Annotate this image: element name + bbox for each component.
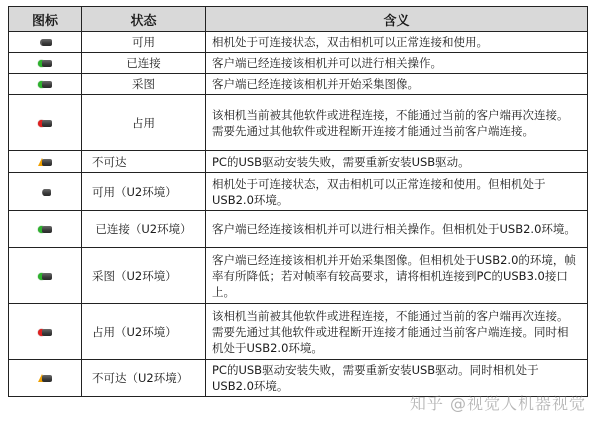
camera-grabbing-u2-icon: [38, 272, 52, 281]
icon-cell: [9, 360, 82, 397]
status-cell: 采图: [82, 74, 206, 95]
meaning-cell: 该相机当前被其他软件或进程连接，不能通过当前的客户端再次连接。需要先通过其他软件或进程断开连接才能通过当前客户端连接。同时相机处于USB2.0环境。: [206, 304, 588, 360]
status-legend-table: [8, 6, 588, 397]
icon-cell: [9, 173, 82, 211]
camera-unreachable-u2-icon: [38, 374, 52, 383]
icon-cell: [9, 53, 82, 74]
icon-cell: [9, 248, 82, 304]
camera-grabbing-icon: [38, 80, 52, 89]
camera-occupied-icon: [38, 119, 52, 128]
table-row: [9, 248, 588, 304]
table-row: [9, 151, 588, 173]
meaning-cell: 该相机当前被其他软件或进程连接，不能通过当前的客户端再次连接。需要先通过其他软件或进程断开连接才能通过当前客户端连接。: [206, 95, 588, 151]
icon-cell: [9, 151, 82, 173]
table-row: [9, 304, 588, 360]
status-cell: 不可达: [82, 151, 206, 173]
camera-available-u2-icon: [40, 188, 51, 197]
status-cell: 已连接: [82, 53, 206, 74]
status-cell: 采图（U2环境）: [82, 248, 206, 304]
table-row: [9, 173, 588, 211]
camera-connected-icon: [38, 59, 52, 68]
camera-unreachable-icon: [38, 158, 52, 167]
icon-cell: [9, 74, 82, 95]
table-row: [9, 53, 588, 74]
meaning-cell: PC的USB驱动安装失败，需要重新安装USB驱动。同时相机处于USB2.0环境。: [206, 360, 588, 397]
table-header-row: [9, 7, 588, 32]
meaning-cell: 客户端已经连接该相机并开始采集图像。但相机处于USB2.0的环境，帧率有所降低；若对帧率有较高要求，请将相机连接到PC的USB3.0接口上。: [206, 248, 588, 304]
camera-connected-u2-icon: [38, 225, 52, 234]
icon-cell: [9, 211, 82, 248]
meaning-cell: 客户端已经连接该相机并开始采集图像。: [206, 74, 588, 95]
header-icon: 图标: [9, 7, 82, 32]
camera-available-icon: [38, 38, 52, 47]
status-cell: 不可达（U2环境）: [82, 360, 206, 397]
table-row: [9, 32, 588, 53]
status-cell: 可用: [82, 32, 206, 53]
table-row: [9, 211, 588, 248]
status-cell: 已连接（U2环境）: [82, 211, 206, 248]
header-meaning: 含义: [206, 7, 588, 32]
meaning-cell: 客户端已经连接该相机并可以进行相关操作。: [206, 53, 588, 74]
icon-cell: [9, 95, 82, 151]
status-cell: 占用（U2环境）: [82, 304, 206, 360]
table-row: [9, 74, 588, 95]
icon-cell: [9, 304, 82, 360]
camera-occupied-u2-icon: [38, 328, 52, 337]
status-cell: 占用: [82, 95, 206, 151]
table-row: [9, 95, 588, 151]
header-status: 状态: [82, 7, 206, 32]
icon-cell: [9, 32, 82, 53]
meaning-cell: 相机处于可连接状态，双击相机可以正常连接和使用。但相机处于USB2.0环境。: [206, 173, 588, 211]
status-cell: 可用（U2环境）: [82, 173, 206, 211]
meaning-cell: PC的USB驱动安装失败，需要重新安装USB驱动。: [206, 151, 588, 173]
meaning-cell: 客户端已经连接该相机并可以进行相关操作。但相机处于USB2.0环境。: [206, 211, 588, 248]
watermark: 知乎 @视觉人机器视觉: [409, 394, 586, 413]
meaning-cell: 相机处于可连接状态，双击相机可以正常连接和使用。: [206, 32, 588, 53]
